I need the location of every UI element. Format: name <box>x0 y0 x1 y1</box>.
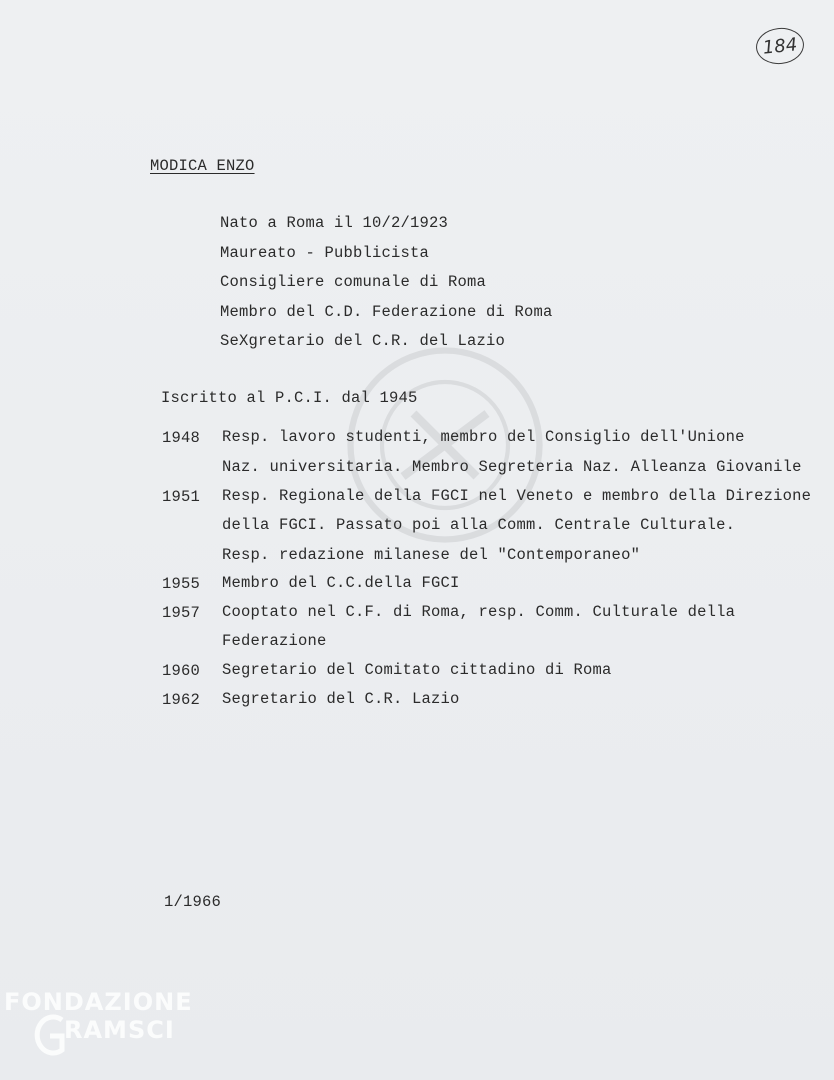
entry-text: Segretario del C.R. Lazio <box>222 690 460 708</box>
entry-text: Naz. universitaria. Membro Segreteria Naz. Alleanza Giovanile <box>222 458 802 476</box>
entry-text: Resp. lavoro studenti, membro del Consiglio dell'Unione <box>222 428 745 446</box>
person-name-heading: MODICA ENZO <box>150 157 255 175</box>
info-line: Nato a Roma il 10/2/1923 <box>220 214 449 232</box>
entry-year: 1951 <box>162 488 201 506</box>
entry-year: 1955 <box>162 575 201 593</box>
entry-text: Federazione <box>222 632 327 650</box>
entry-text: Cooptato nel C.F. di Roma, resp. Comm. Culturale della <box>222 603 736 621</box>
info-line: Consigliere comunale di Roma <box>220 273 487 291</box>
info-line: Maureato - Pubblicista <box>220 244 430 262</box>
page-number-stamp: 184 <box>754 26 806 67</box>
entry-text: Membro del C.C.della FGCI <box>222 574 460 592</box>
info-line: SeXgretario del C.R. del Lazio <box>220 332 506 350</box>
logo-line-1: FONDAZIONE <box>4 988 193 1016</box>
document-date: 1/1966 <box>164 893 222 911</box>
entry-year: 1948 <box>162 429 201 447</box>
party-membership-line: Iscritto al P.C.I. dal 1945 <box>161 389 418 407</box>
entry-text: della FGCI. Passato poi alla Comm. Centrale Culturale. <box>222 516 736 534</box>
entry-year: 1962 <box>162 691 201 709</box>
entry-year: 1957 <box>162 604 201 622</box>
logo-line-2: RAMSCI <box>64 1016 175 1044</box>
info-line: Membro del C.D. Federazione di Roma <box>220 303 553 321</box>
entry-text: Segretario del Comitato cittadino di Roma <box>222 661 612 679</box>
logo-g-icon <box>32 1010 66 1060</box>
fondazione-gramsci-logo <box>4 988 214 1078</box>
entry-text: Resp. Regionale della FGCI nel Veneto e membro della Direzione <box>222 487 812 505</box>
entry-text: Resp. redazione milanese del "Contemporaneo" <box>222 546 641 564</box>
entry-year: 1960 <box>162 662 201 680</box>
